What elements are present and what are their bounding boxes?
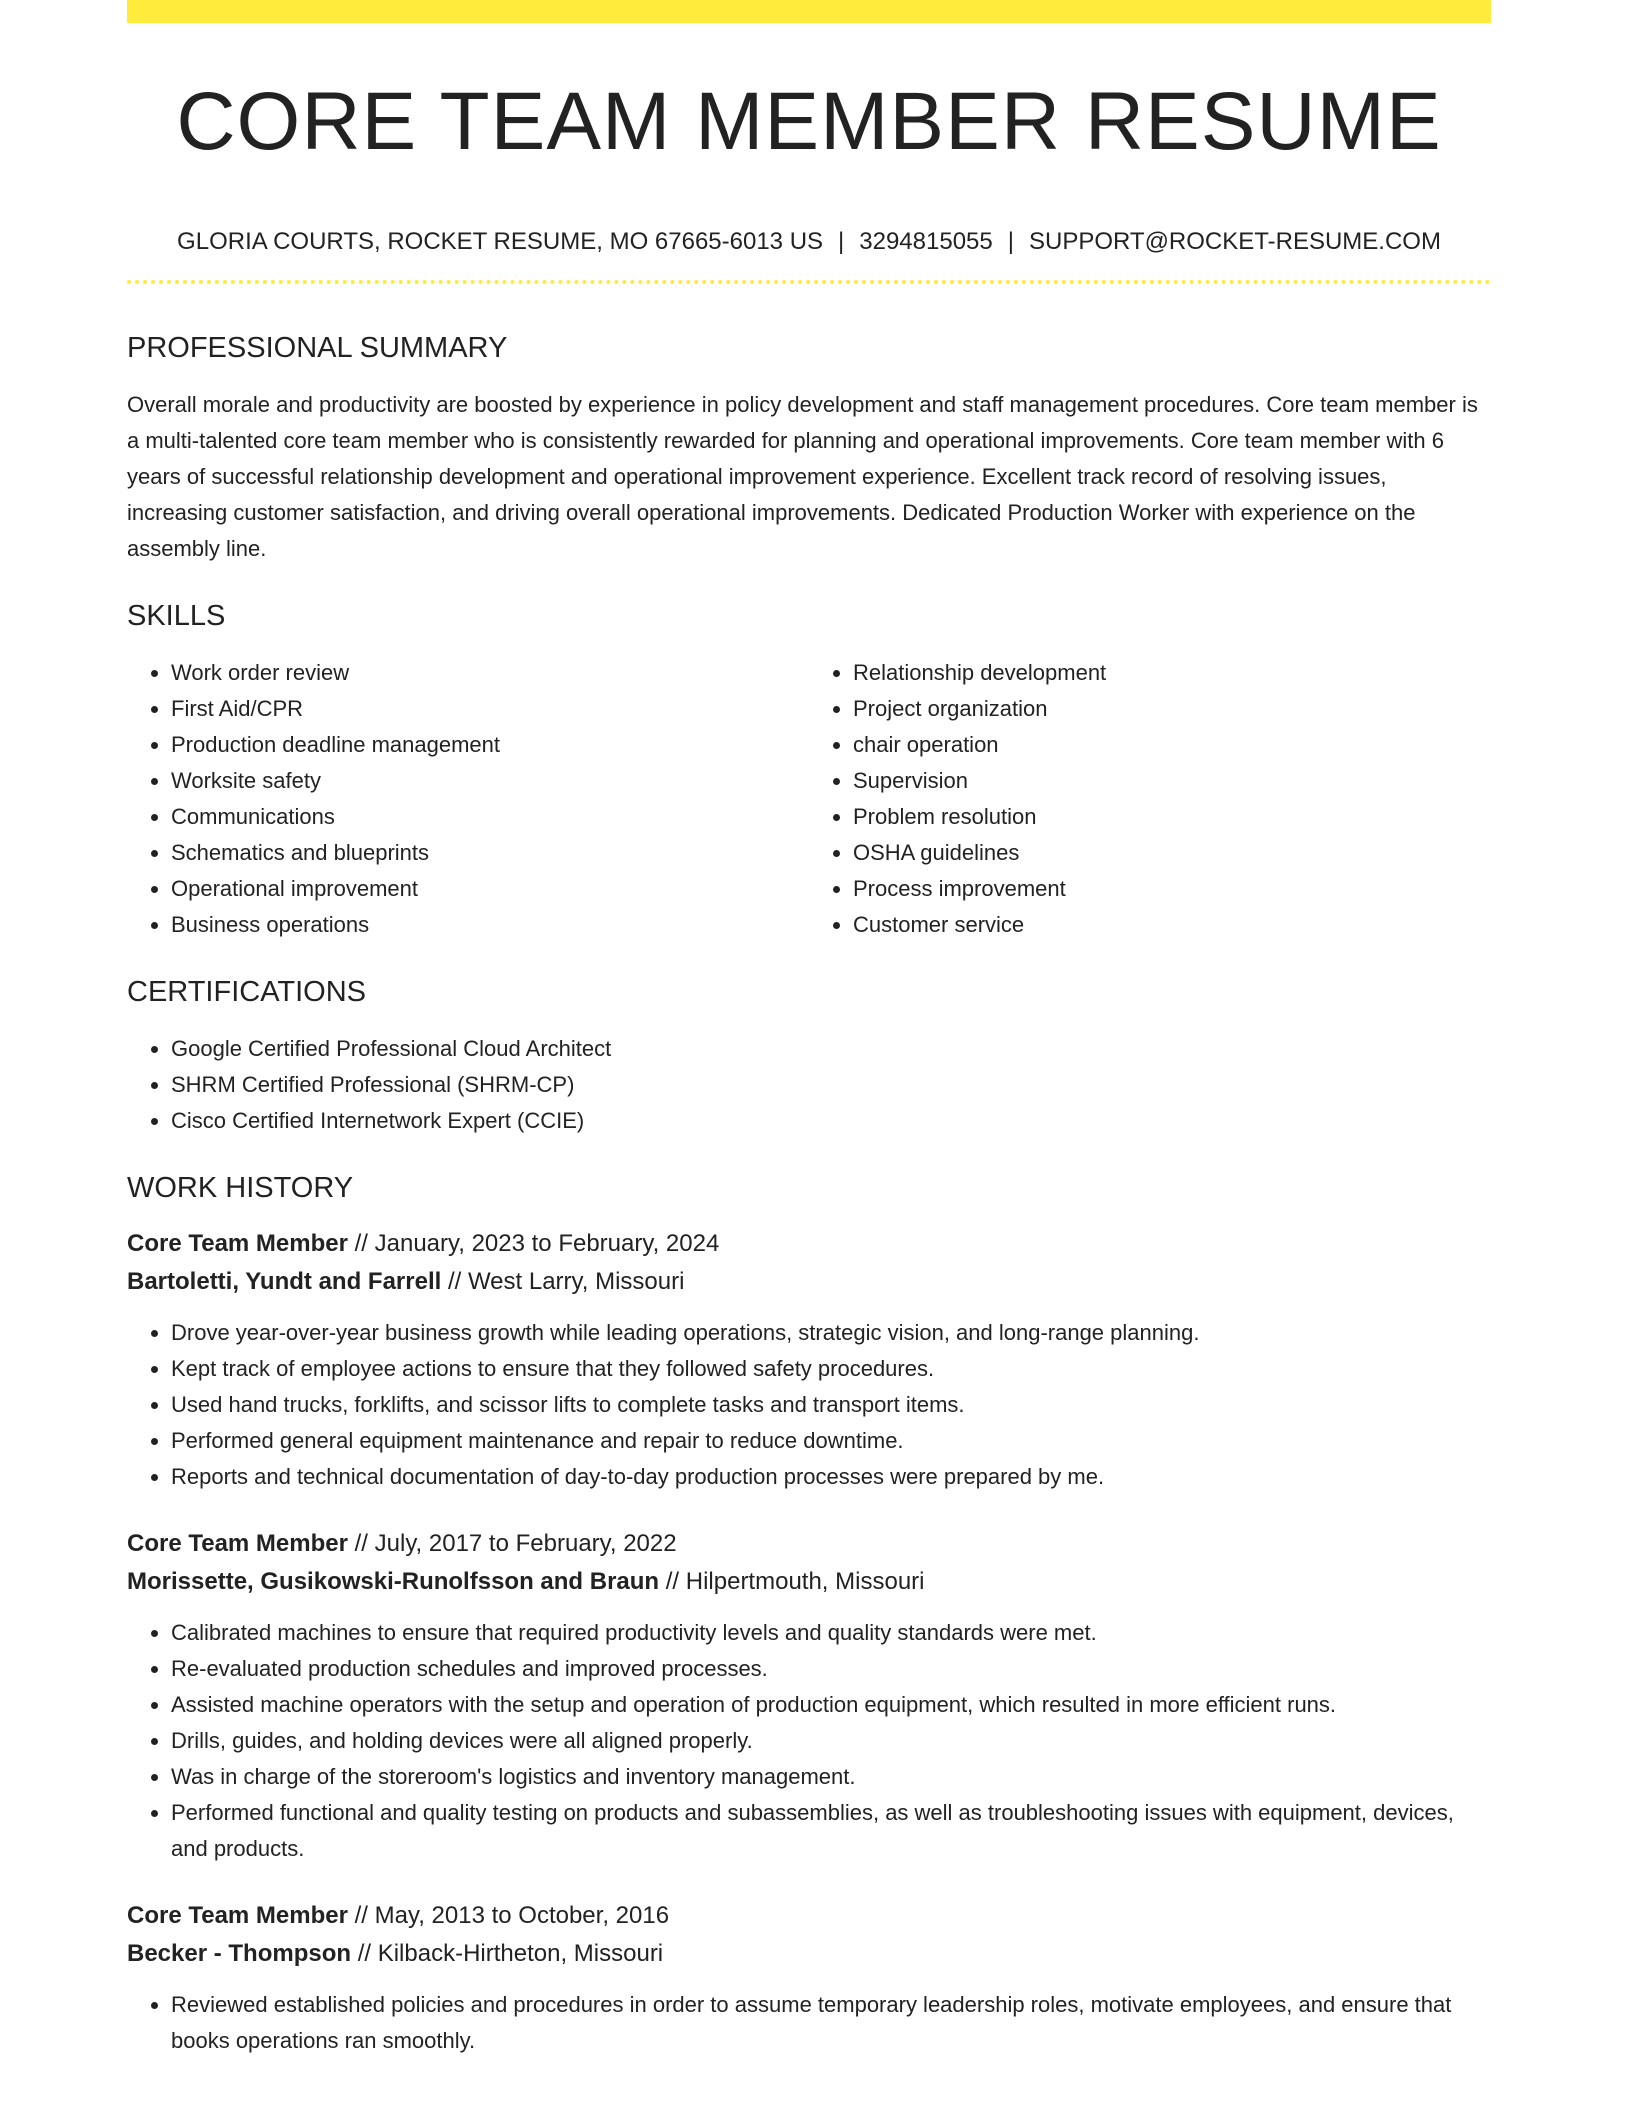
resume-title: CORE TEAM MEMBER RESUME [176,76,1442,167]
certifications-list [127,1031,1491,1139]
job-title-line [127,1225,1491,1263]
certifications-heading: CERTIFICATIONS [127,976,366,1008]
skill-item: • OSHA guidelines [853,835,1491,871]
job-entry [127,1525,1491,1867]
skill-item: • Work order review [171,655,809,691]
skill-item: • Relationship development [853,655,1491,691]
job-company-line [127,1563,1491,1601]
job-role: Core Team Member [127,1902,348,1929]
email: SUPPORT@ROCKET-RESUME.COM [1028,228,1441,255]
phone: 3294815055 [859,228,993,255]
skill-item: • chair operation [853,727,1491,763]
summary-heading: PROFESSIONAL SUMMARY [127,332,508,364]
job-company: Morissette, Gusikowski-Runolfsson and Braun [127,1568,660,1595]
job-company: Becker - Thompson [127,1940,352,1967]
resume-page [127,0,1491,2059]
job-bullet: • Performed functional and quality testing on products and subassemblies, as well as troubleshooting issues with equipment, devices, and products. [171,1795,1491,1867]
job-location: // Kilback-Hirtheton, Missouri [351,1940,664,1967]
certification-item: • Google Certified Professional Cloud Architect [171,1031,1491,1067]
skill-item: • Process improvement [853,871,1491,907]
job-role: Core Team Member [127,1530,348,1557]
job-entry [127,1225,1491,1495]
skill-item: • First Aid/CPR [171,691,809,727]
job-title-line [127,1525,1491,1563]
job-bullet: • Performed general equipment maintenance and repair to reduce downtime. [171,1423,1491,1459]
skills-right-column [809,655,1491,943]
job-bullet: • Reports and technical documentation of day-to-day production processes were prepared by me. [171,1459,1491,1495]
skills-left-column [127,655,809,943]
job-entry [127,1897,1491,2059]
skill-item: • Supervision [853,763,1491,799]
skill-item: • Customer service [853,907,1491,943]
skill-item: • Production deadline management [171,727,809,763]
certification-item: • Cisco Certified Internetwork Expert (CCIE) [171,1103,1491,1139]
job-bullets [127,1615,1491,1867]
job-company-line [127,1935,1491,1973]
job-dates: // July, 2017 to February, 2022 [347,1530,677,1557]
job-dates: // January, 2023 to February, 2024 [347,1230,720,1257]
job-location: // Hilpertmouth, Missouri [659,1568,925,1595]
skill-item: • Business operations [171,907,809,943]
skills-heading: SKILLS [127,600,226,632]
skill-item: • Schematics and blueprints [171,835,809,871]
job-bullet: • Kept track of employee actions to ensure that they followed safety procedures. [171,1351,1491,1387]
job-bullets [127,1987,1491,2059]
job-company: Bartoletti, Yundt and Farrell [127,1268,442,1295]
skill-item: • Worksite safety [171,763,809,799]
job-role: Core Team Member [127,1230,348,1257]
job-location: // West Larry, Missouri [441,1268,685,1295]
job-bullet: • Reviewed established policies and procedures in order to assume temporary leadership roles, motivate employees, and ensure that books operations ran smoothly. [171,1987,1491,2059]
skills-list [127,655,1491,943]
work-history-heading: WORK HISTORY [127,1172,354,1204]
job-bullet: • Assisted machine operators with the setup and operation of production equipment, which resulted in more efficient runs. [171,1687,1491,1723]
summary-text: Overall morale and productivity are boosted by experience in policy development and staff management procedures. Core team member is a multi-talented core team member who is consistently rewarded for planning and operational improvements. Core team member with 6 years of successful relationship development and operational improvement experience. Excellent track record of resolving issues, increasing customer satisfaction, and driving overall operational improvements. Dedicated Production Worker with experience on the assembly line. [127,392,1478,561]
job-bullet: • Drove year-over-year business growth while leading operations, strategic vision, and long-range planning. [171,1315,1491,1351]
job-bullet: • Drills, guides, and holding devices were all aligned properly. [171,1723,1491,1759]
job-bullet: • Re-evaluated production schedules and improved processes. [171,1651,1491,1687]
contact-line [127,230,1491,254]
job-bullet: • Was in charge of the storeroom's logistics and inventory management. [171,1759,1491,1795]
dotted-divider [127,280,1491,284]
separator: | [838,228,845,255]
skill-item: • Communications [171,799,809,835]
job-dates: // May, 2013 to October, 2016 [347,1902,670,1929]
separator: | [1007,228,1014,255]
skill-item: • Operational improvement [171,871,809,907]
job-company-line [127,1263,1491,1301]
skill-item: • Problem resolution [853,799,1491,835]
skill-item: • Project organization [853,691,1491,727]
job-bullets [127,1315,1491,1495]
address: GLORIA COURTS, ROCKET RESUME, MO 67665-6013 US [177,228,824,255]
job-bullet: • Used hand trucks, forklifts, and scissor lifts to complete tasks and transport items. [171,1387,1491,1423]
job-bullet: • Calibrated machines to ensure that required productivity levels and quality standards were met. [171,1615,1491,1651]
job-title-line [127,1897,1491,1935]
accent-bar [127,0,1491,23]
certification-item: • SHRM Certified Professional (SHRM-CP) [171,1067,1491,1103]
